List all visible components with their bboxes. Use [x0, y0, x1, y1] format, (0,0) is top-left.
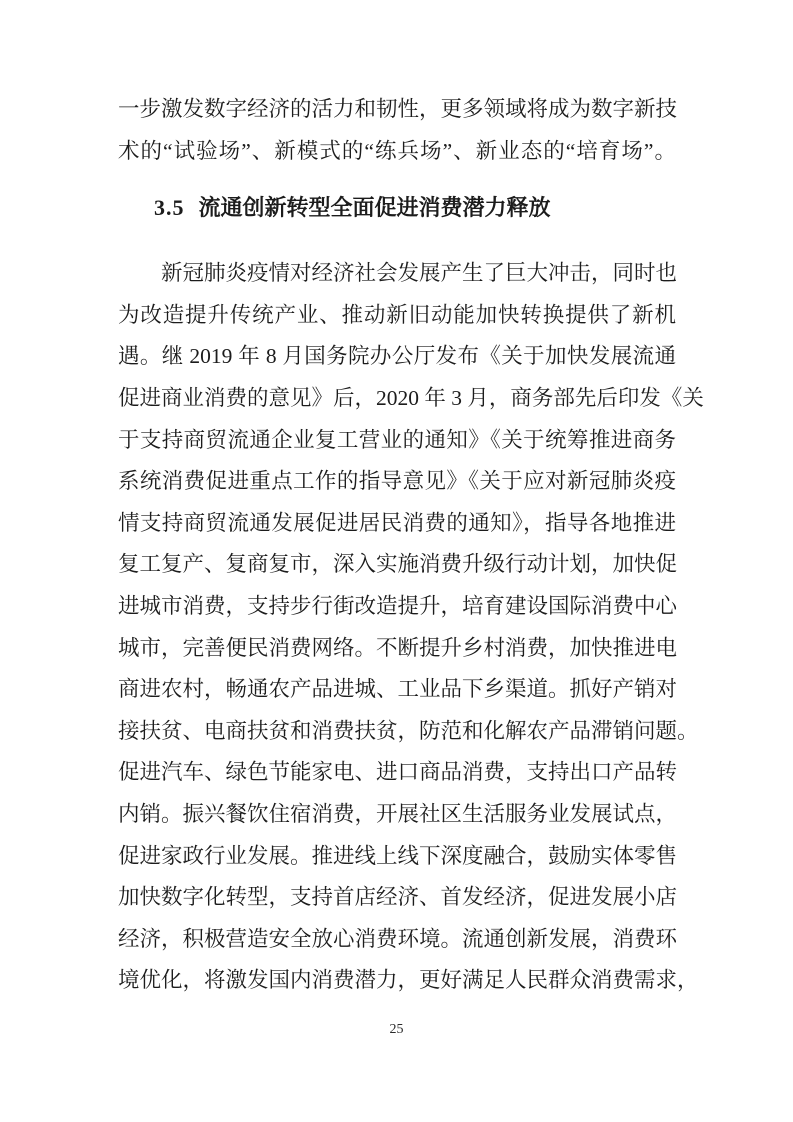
paragraph-line: 加快数字化转型，支持首店经济、首发经济，促进发展小店	[118, 885, 678, 910]
page-footer	[0, 1020, 793, 1038]
paragraph-line: 商进农村，畅通农产品进城、工业品下乡渠道。抓好产销对	[118, 677, 678, 702]
section-title: 流通创新转型全面促进消费潜力释放	[198, 195, 551, 221]
intro-paragraph	[118, 89, 676, 172]
section-heading	[118, 187, 676, 229]
paragraph-line: 境优化，将激发国内消费潜力，更好满足人民群众消费需求，	[118, 968, 699, 993]
paragraph-line: 系统消费促进重点工作的指导意见》《关于应对新冠肺炎疫	[118, 469, 676, 494]
page-number: 25	[389, 1022, 404, 1037]
paragraph-line: 促进商业消费的意见》后，2020 年 3 月，商务部先后印发《关	[118, 385, 704, 410]
body-paragraph	[118, 253, 704, 1002]
paragraph-line: 遇。继 2019 年 8 月国务院办公厅发布《关于加快发展流通	[118, 344, 676, 369]
paragraph-line: 复工复产、复商复市，深入实施消费升级行动计划，加快促	[118, 552, 678, 577]
paragraph-line: 为改造提升传统产业、推动新旧动能加快转换提供了新机	[118, 302, 676, 327]
paragraph-line: 一步激发数字经济的活力和韧性，更多领域将成为数字新技	[118, 97, 678, 121]
paragraph-line: 进城市消费，支持步行街改造提升，培育建设国际消费中心	[118, 593, 678, 618]
paragraph-line: 城市，完善便民消费网络。不断提升乡村消费，加快推进电	[118, 635, 678, 660]
paragraph-line: 内销。振兴餐饮住宿消费，开展社区生活服务业发展试点，	[118, 801, 678, 826]
paragraph-line: 促进汽车、绿色节能家电、进口商品消费，支持出口产品转	[118, 760, 678, 785]
paragraph-line: 接扶贫、电商扶贫和消费扶贫，防范和化解农产品滞销问题。	[118, 718, 699, 743]
paragraph-line: 新冠肺炎疫情对经济社会发展产生了巨大冲击，同时也	[161, 261, 678, 286]
paragraph-line: 术的“试验场”、新模式的“练兵场”、新业态的“培育场”。	[118, 138, 676, 163]
paragraph-line: 经济，积极营造安全放心消费环境。流通创新发展，消费环	[118, 926, 678, 951]
paragraph-line: 情支持商贸流通发展促进居民消费的通知》，指导各地推进	[118, 510, 676, 535]
section-number: 3.5	[154, 195, 185, 221]
paragraph-line: 于支持商贸流通企业复工营业的通知》《关于统筹推进商务	[118, 427, 676, 452]
text-block	[118, 89, 704, 1002]
paragraph-line: 促进家政行业发展。推进线上线下深度融合，鼓励实体零售	[118, 843, 678, 868]
